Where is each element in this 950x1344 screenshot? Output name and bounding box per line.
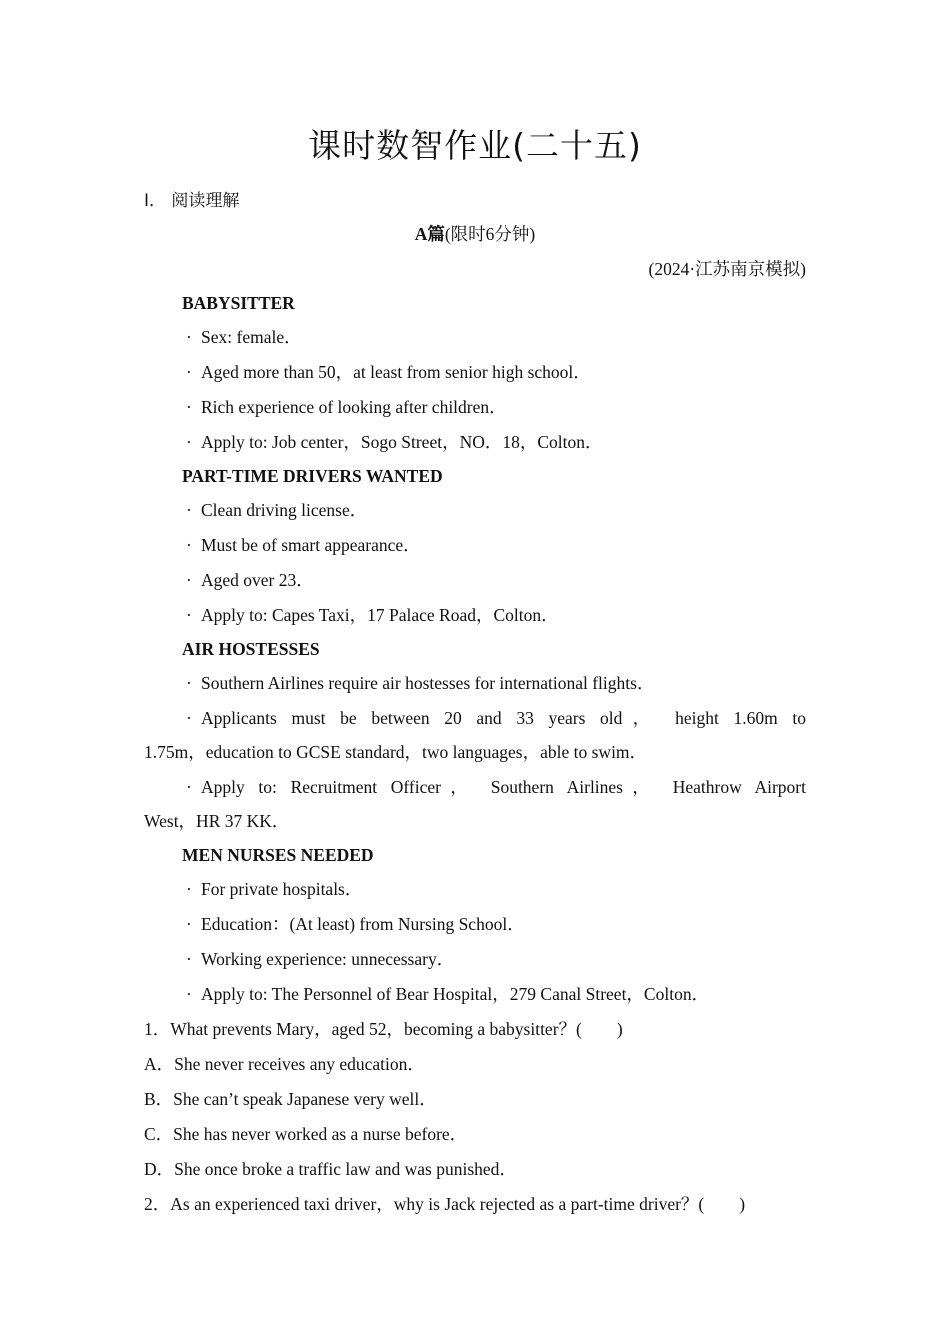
bullet-icon: · [186,327,192,347]
bullet-icon: · [186,708,192,728]
answer-option-b[interactable]: B．She can’t speak Japanese very well． [144,1089,437,1109]
bullet-icon: · [186,777,192,797]
ad-item: · Aged more than 50，at least from senior high school． [186,359,806,385]
page-title: 课时数智作业(二十五) [308,126,642,165]
passage-time-limit: (限时6分钟) [444,224,536,244]
bullet-icon: · [186,605,192,625]
ad-item: · Apply to: Job center，Sogo Street，NO．18，Colton． [186,429,806,455]
ad-item: · Working experience: unnecessary． [186,946,806,972]
section-heading [144,188,806,214]
ad-item: · Rich experience of looking after children． [186,394,806,420]
ad-item: · Apply to: Capes Taxi，17 Palace Road，Colton． [186,602,806,628]
ad-item: · Sex: female． [186,324,806,350]
bullet-icon: · [186,949,192,969]
section-label: 阅读理解 [171,191,240,211]
ad-item: · Must be of smart appearance． [186,532,806,558]
bullet-icon: · [186,397,192,417]
bullet-icon: · [186,570,192,590]
ad-item: · Applicants must be between 20 and 33 years old， height 1.60m to [186,705,806,731]
ad-heading: PART-TIME DRIVERS WANTED [182,466,443,486]
ad-heading: AIR HOSTESSES [182,639,320,659]
ad-item-continuation: 1.75m，education to GCSE standard，two languages，able to swim． [144,742,648,762]
ad-item-continuation: West，HR 37 KK． [144,811,290,831]
bullet-icon: · [186,914,192,934]
bullet-icon: · [186,673,192,693]
ad-item: · Education：(At least) from Nursing School． [186,911,806,937]
passage-source: (2024·江苏南京模拟) [648,259,806,279]
answer-option-c[interactable]: C．She has never worked as a nurse before． [144,1124,468,1144]
ad-item: · For private hospitals． [186,876,806,902]
bullet-icon: · [186,535,192,555]
answer-option-d[interactable]: D．She once broke a traffic law and was punished． [144,1159,517,1179]
bullet-icon: · [186,879,192,899]
ad-item: · Apply to: Recruitment Officer， Southern Airlines， Heathrow Airport [186,774,806,800]
question-stem: 2．As an experienced taxi driver，why is Jack rejected as a part-time driver？( ) [144,1194,746,1214]
ad-item: · Aged over 23． [186,567,806,593]
bullet-icon: · [186,984,192,1004]
bullet-icon: · [186,432,192,452]
passage-name: A篇 [414,224,445,244]
ad-item: · Clean driving license． [186,497,806,523]
section-number: Ⅰ． [144,191,167,211]
passage-heading [144,221,806,247]
bullet-icon: · [186,362,192,382]
ad-item: · Southern Airlines require air hostesses for international flights． [186,670,806,696]
bullet-icon: · [186,500,192,520]
ad-item: · Apply to: The Personnel of Bear Hospital，279 Canal Street，Colton． [186,981,806,1007]
ad-heading: MEN NURSES NEEDED [182,845,374,865]
ad-heading: BABYSITTER [182,293,295,313]
question-stem: 1．What prevents Mary，aged 52，becoming a babysitter？( ) [144,1019,623,1039]
answer-option-a[interactable]: A．She never receives any education． [144,1054,425,1074]
